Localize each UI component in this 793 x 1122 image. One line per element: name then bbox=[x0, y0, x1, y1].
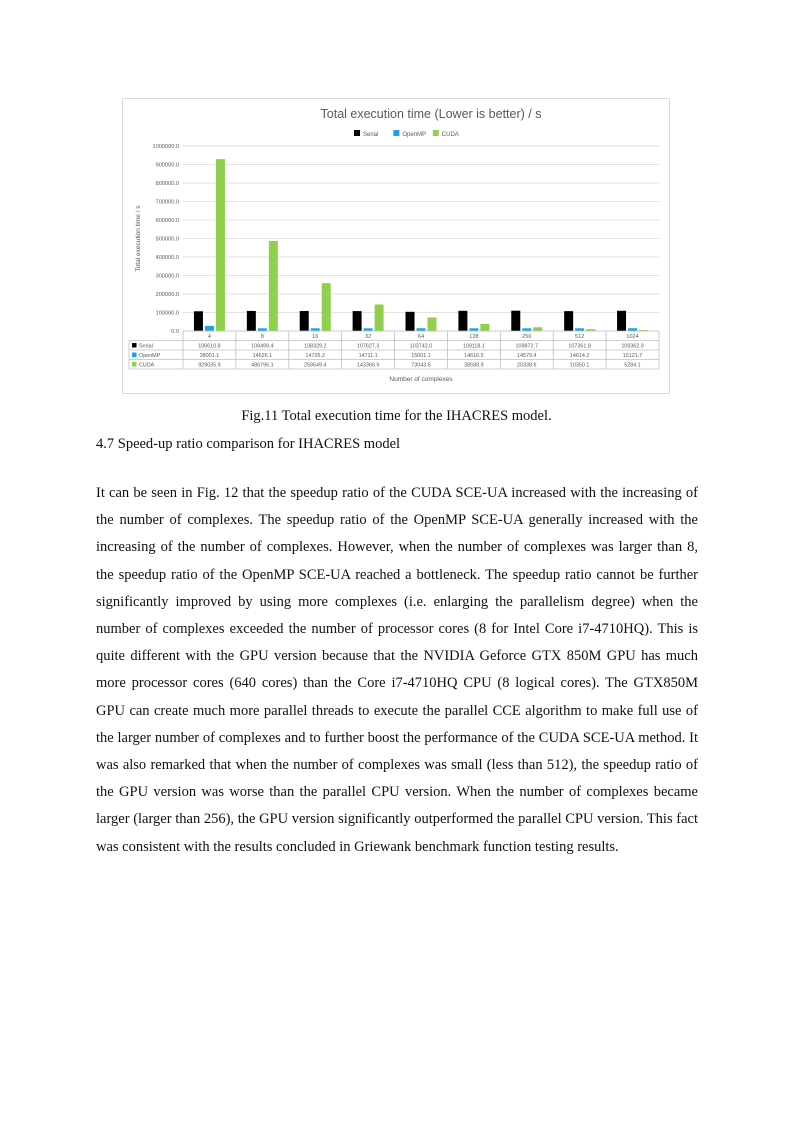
table-swatch-openmp bbox=[132, 353, 137, 358]
y-tick-label: 1000000.0 bbox=[152, 144, 179, 150]
data-label: 258649.4 bbox=[303, 362, 327, 369]
x-tick-label: 8 bbox=[260, 334, 264, 340]
x-tick-label: 64 bbox=[417, 334, 425, 340]
bar-serial-1024 bbox=[617, 311, 626, 331]
y-tick-label: 100000.0 bbox=[155, 310, 179, 317]
x-tick-label: 128 bbox=[469, 334, 479, 340]
bar-cuda-64 bbox=[428, 317, 437, 331]
bar-openmp-1024 bbox=[628, 328, 637, 331]
y-tick-label: 200000.0 bbox=[155, 292, 179, 298]
y-tick-label: 800000.0 bbox=[155, 181, 179, 187]
data-label: 14616.5 bbox=[464, 353, 484, 359]
bar-openmp-32 bbox=[364, 328, 373, 331]
data-label: 929035.9 bbox=[198, 362, 221, 369]
data-label: 108329.2 bbox=[303, 343, 327, 350]
bar-cuda-16 bbox=[322, 283, 331, 331]
legend-swatch-cuda bbox=[433, 130, 439, 136]
data-label: 107627.3 bbox=[356, 343, 380, 350]
bar-cuda-8 bbox=[269, 241, 278, 331]
x-tick-label: 1024 bbox=[626, 334, 639, 340]
data-label: 10350.1 bbox=[569, 362, 590, 369]
bar-serial-128 bbox=[458, 311, 467, 331]
bar-openmp-512 bbox=[575, 328, 584, 331]
x-tick-label: 512 bbox=[574, 334, 585, 340]
data-label: 38588.9 bbox=[464, 362, 484, 369]
data-label: 5284.1 bbox=[624, 362, 641, 369]
bar-serial-64 bbox=[406, 312, 415, 331]
data-label: 109872.7 bbox=[515, 343, 539, 350]
y-tick-label: 0.0 bbox=[171, 329, 179, 335]
data-label: 14614.2 bbox=[569, 353, 590, 359]
body-paragraph: It can be seen in Fig. 12 that the speedup ratio of the CUDA SCE-UA increased with the increasing of the number of complexes. The speedup ratio of the OpenMP SCE-UA generally increased with the increasing of the number of complexes. However, when the number of complexes was larger than 8, the speedup ratio of the OpenMP SCE-UA reached a bottleneck. The speedup ratio cannot be further significantly improved by using more complexes (i.e. enlarging the parallelism degree) when the number of complexes exceeded the number of processor cores (8 for Intel Core i7-4710HQ). This is quite different with the GPU version because that the NVIDIA Geforce GTX 850M GPU has much more processor cores (640 cores) than the Core i7-4710HQ CPU (8 logical cores). The GTX850M GPU can create much more parallel threads to execute the parallel CCE algorithm to make full use of the larger number of complexes and to further boost the performance of the CUDA SCE-UA method. It was also remarked that when the number of complexes was small (less than 512), the speedup ratio of the GPU version was worse than the parallel CPU version. When the number of complexes became larger (larger than 256), the GPU version significantly outperformed the parallel CPU version. This fact was consistent with the results concluded in Griewank benchmark function testing results. bbox=[96, 485, 698, 855]
data-label: 486796.1 bbox=[251, 362, 274, 369]
bar-cuda-256 bbox=[533, 327, 542, 331]
data-label: 108499.4 bbox=[251, 343, 274, 350]
y-tick-label: 400000.0 bbox=[155, 255, 179, 261]
data-label: 143366.9 bbox=[356, 362, 380, 369]
bar-serial-4 bbox=[194, 311, 203, 331]
y-tick-label: 300000.0 bbox=[155, 273, 179, 280]
data-label: 14579.4 bbox=[517, 353, 537, 359]
table-row-label-serial: Serial bbox=[139, 343, 153, 350]
y-tick-label: 500000.0 bbox=[155, 236, 179, 243]
legend-label-openmp: OpenMP bbox=[402, 132, 427, 138]
x-axis-label: Number of complexes bbox=[389, 376, 453, 383]
table-row-label-cuda: CUDA bbox=[139, 362, 155, 369]
table-row-label-openmp: OpenMP bbox=[139, 353, 161, 359]
data-label: 28001.1 bbox=[199, 353, 220, 359]
bar-openmp-4 bbox=[205, 326, 214, 331]
bar-openmp-128 bbox=[469, 328, 478, 331]
bar-chart bbox=[123, 99, 669, 393]
bar-openmp-16 bbox=[311, 328, 320, 331]
bar-serial-512 bbox=[564, 311, 573, 331]
y-axis-label: Total execution time / s bbox=[135, 205, 142, 272]
data-label: 109362.9 bbox=[621, 343, 644, 350]
chart-title: Total execution time (Lower is better) / s bbox=[320, 107, 542, 121]
legend-swatch-openmp bbox=[393, 130, 399, 136]
y-tick-label: 600000.0 bbox=[155, 218, 179, 224]
data-label: 20338.6 bbox=[517, 362, 537, 369]
section-heading: 4.7 Speed-up ratio comparison for IHACRES model bbox=[96, 436, 401, 452]
data-label: 103742.0 bbox=[409, 343, 433, 350]
figure-caption: Fig.11 Total execution time for the IHACRES model. bbox=[241, 408, 552, 424]
x-tick-label: 16 bbox=[312, 334, 319, 340]
figure-chart bbox=[122, 98, 670, 394]
data-label: 106610.8 bbox=[198, 343, 221, 350]
bar-openmp-64 bbox=[417, 328, 426, 331]
table-swatch-serial bbox=[132, 343, 137, 348]
x-tick-label: 32 bbox=[364, 334, 372, 340]
bar-serial-8 bbox=[247, 311, 256, 331]
bar-cuda-4 bbox=[216, 159, 225, 331]
data-label: 73043.6 bbox=[411, 362, 431, 369]
bar-serial-256 bbox=[511, 311, 520, 331]
legend-label-serial: Serial bbox=[363, 132, 379, 138]
bar-openmp-8 bbox=[258, 328, 267, 331]
bar-cuda-32 bbox=[375, 304, 384, 331]
y-tick-label: 900000.0 bbox=[155, 162, 179, 169]
data-label: 15121.7 bbox=[622, 353, 643, 359]
data-label: 107361.8 bbox=[568, 343, 591, 350]
legend-label-cuda: CUDA bbox=[441, 132, 459, 138]
data-label: 14626.1 bbox=[252, 353, 273, 359]
x-tick-label: 256 bbox=[522, 334, 532, 340]
bar-cuda-128 bbox=[480, 324, 489, 331]
legend-swatch-serial bbox=[354, 130, 360, 136]
data-label: 14726.2 bbox=[305, 353, 325, 359]
bar-serial-32 bbox=[353, 311, 362, 331]
x-tick-label: 4 bbox=[207, 334, 212, 340]
data-label: 14711.1 bbox=[358, 353, 378, 359]
data-label: 15001.1 bbox=[411, 353, 431, 359]
table-swatch-cuda bbox=[132, 362, 137, 367]
data-label: 109118.1 bbox=[462, 343, 485, 350]
bar-openmp-256 bbox=[522, 328, 531, 331]
y-tick-label: 700000.0 bbox=[155, 199, 179, 206]
bar-serial-16 bbox=[300, 311, 309, 331]
